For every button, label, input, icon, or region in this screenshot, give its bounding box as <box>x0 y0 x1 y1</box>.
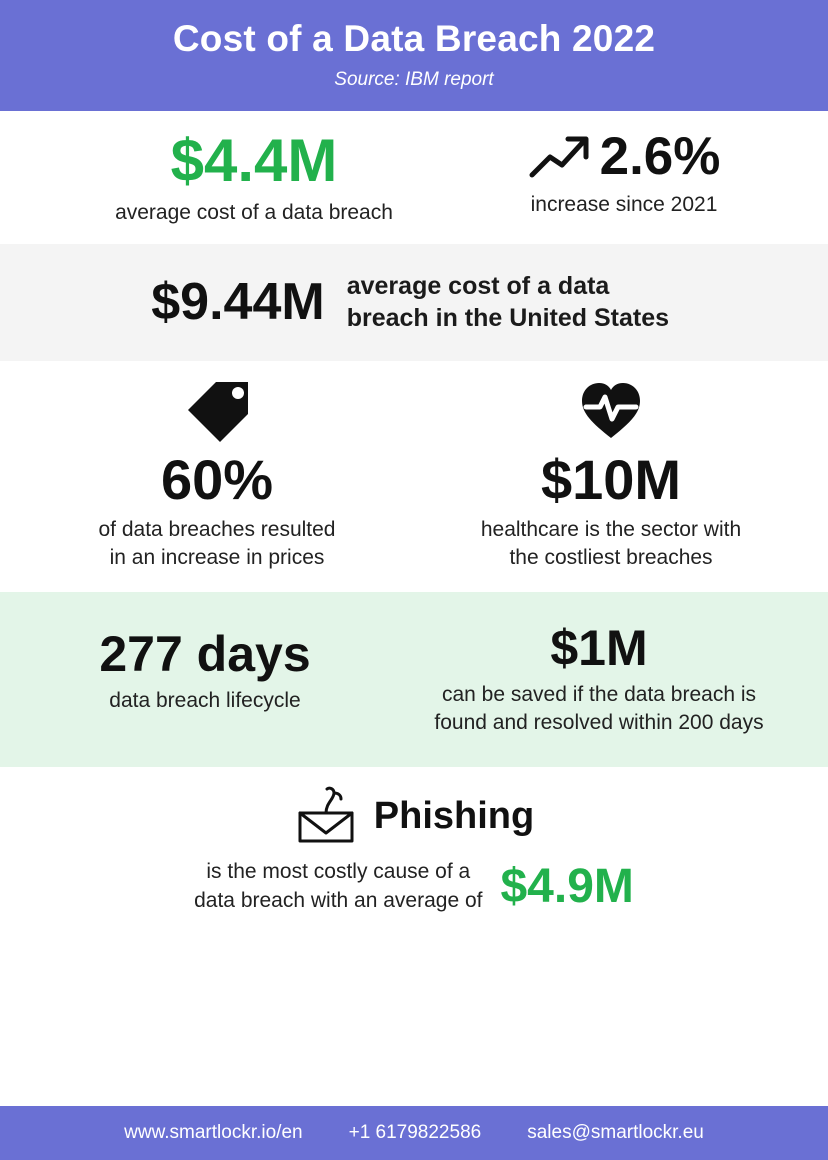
section-two-stats <box>0 361 828 592</box>
section-average-cost <box>0 111 828 244</box>
stat-lifecycle <box>20 622 390 713</box>
average-cost-value: $4.4M <box>170 126 338 194</box>
phishing-caption-line1: is the most costly cause of a <box>206 860 471 884</box>
phishing-caption-line2: data breach with an average of <box>194 888 483 912</box>
stat-savings <box>390 622 808 737</box>
trend-up-icon <box>528 133 590 179</box>
page-title: Cost of a Data Breach 2022 <box>172 18 656 59</box>
increase-value: 2.6% <box>599 126 721 186</box>
stat-healthcare <box>414 383 808 572</box>
price-increase-caption-line2: in an increase in prices <box>109 545 325 569</box>
savings-caption-line1: can be saved if the data breach is <box>441 682 757 706</box>
footer <box>0 1106 828 1160</box>
footer-website[interactable]: www.smartlockr.io/en <box>124 1122 303 1143</box>
healthcare-caption-line2: the costliest breaches <box>509 545 713 569</box>
savings-caption-line2: found and resolved within 200 days <box>434 711 764 735</box>
stat-average-cost <box>44 126 464 226</box>
price-increase-value: 60% <box>160 447 274 511</box>
lifecycle-caption: data breach lifecycle <box>109 688 301 712</box>
lifecycle-value: 277 days <box>99 626 311 683</box>
section-phishing <box>0 767 828 931</box>
footer-email[interactable]: sales@smartlockr.eu <box>527 1122 704 1143</box>
stat-increase <box>464 126 784 219</box>
footer-phone[interactable]: +1 6179822586 <box>348 1122 482 1143</box>
price-increase-caption-line1: of data breaches resulted <box>98 517 336 541</box>
savings-value: $1M <box>550 620 648 677</box>
healthcare-caption-line1: healthcare is the sector with <box>480 517 742 541</box>
increase-caption: increase since 2021 <box>530 193 718 217</box>
source-label: Source: IBM report <box>334 68 494 90</box>
header <box>0 0 828 111</box>
us-cost-caption: average cost of a data breach in the United States <box>346 271 670 333</box>
section-us-cost <box>0 244 828 361</box>
heartbeat-icon <box>580 381 642 446</box>
price-tag-icon <box>182 380 252 447</box>
us-cost-value: $9.44M <box>151 273 325 332</box>
phishing-title: Phishing <box>373 795 535 838</box>
stat-price-increase <box>20 383 414 572</box>
phishing-value: $4.9M <box>500 859 634 913</box>
phishing-hook-envelope-icon <box>294 785 358 848</box>
healthcare-value: $10M <box>540 447 682 511</box>
section-lifecycle-savings <box>0 592 828 767</box>
average-cost-caption: average cost of a data breach <box>115 200 393 224</box>
